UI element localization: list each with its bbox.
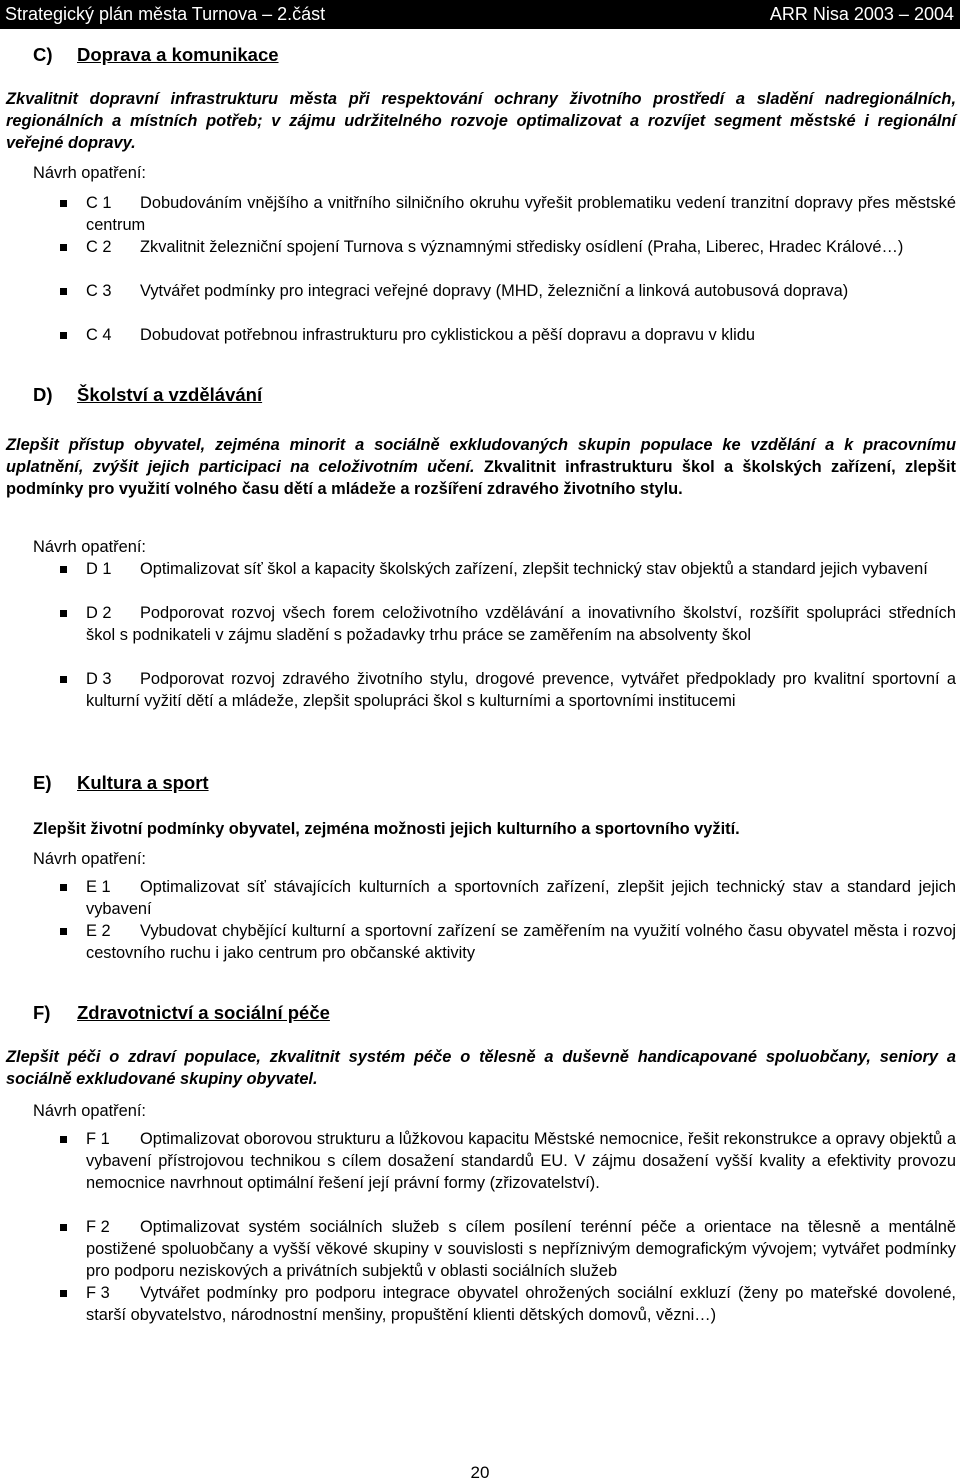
item-text: Vytvářet podmínky pro integraci veřejné dopravy (MHD, železniční a linková autobusová doprava): [140, 282, 849, 300]
item-code: E 1: [86, 878, 111, 896]
item-text: Optimalizovat síť stávajících kulturních a sportovních zařízení, zlepšit jejich technický stav a standard jejich vybavení: [86, 878, 956, 918]
navrh-label: Návrh opatření:: [33, 850, 146, 868]
header-organization: ARR Nisa 2003 – 2004: [769, 4, 954, 24]
list-item-c1: [86, 192, 956, 236]
bullet-icon: [60, 1290, 67, 1297]
item-code: D 2: [86, 604, 112, 622]
list-item-e2: [86, 920, 956, 964]
bullet-icon: [60, 1224, 67, 1231]
item-text: Optimalizovat systém sociálních služeb s cílem posílení terénní péče a orientace na tělesně a mentálně postižené spoluobčany a vyšší věkové skupiny v souvislosti s nepříznivým demografickým vývojem; vytvářet podmínky pro podporu neziskových a privátních subjektů v oblasti sociálních služeb: [86, 1218, 956, 1280]
item-code: C 2: [86, 238, 112, 256]
item-code: F 3: [86, 1284, 110, 1302]
bullet-icon: [60, 928, 67, 935]
item-code: F 2: [86, 1218, 110, 1236]
section-title-text: Doprava a komunikace: [77, 44, 279, 65]
list-item-d3: [86, 668, 956, 712]
list-item-d2: [86, 602, 956, 646]
item-text: Dobudovat potřebnou infrastrukturu pro cyklistickou a pěší dopravu a dopravu v klidu: [140, 326, 755, 344]
section-title-c: [33, 44, 279, 66]
list-item-c3: [86, 280, 956, 302]
section-letter: E): [33, 772, 52, 793]
header-document-title: Strategický plán města Turnova – 2.část: [5, 4, 326, 24]
list-item-c4: [86, 324, 956, 346]
section-letter: F): [33, 1002, 51, 1023]
bullet-icon: [60, 610, 67, 617]
section-letter: C): [33, 44, 53, 65]
page-number: 20: [470, 1463, 490, 1482]
section-goal-c: Zkvalitnit dopravní infrastrukturu města při respektování ochrany životního prostředí a sladění nadregionálních, regionálních a místních potřeb; v zájmu udržitelného rozvoje optimalizovat a rozvíjet segment městské i regionální veřejné dopravy.: [6, 90, 956, 152]
navrh-label: Návrh opatření:: [33, 1102, 146, 1120]
list-item-f1: [86, 1128, 956, 1194]
section-title-e: [33, 772, 209, 794]
page-header: [0, 0, 960, 29]
item-text: Zkvalitnit železniční spojení Turnova s významnými středisky osídlení (Praha, Liberec, Hradec Králové…): [140, 238, 904, 256]
bullet-icon: [60, 288, 67, 295]
item-text: Dobudováním vnějšího a vnitřního silničního okruhu vyřešit problematiku vedení tranzitní dopravy přes městské centrum: [86, 194, 956, 234]
list-item-f2: [86, 1216, 956, 1282]
bullet-icon: [60, 200, 67, 207]
bullet-icon: [60, 884, 67, 891]
item-text: Optimalizovat oborovou strukturu a lůžkovou kapacitu Městské nemocnice, řešit rekonstrukce a opravy objektů a vybavení přístrojovou technikou s cílem dosažení standardů EU. V zájmu dosažení vyšší kvality a efektivity provozu nemocnice navrhnout optimální řešení její právní formy (zřizovatelství).: [86, 1130, 956, 1192]
section-title-d: [33, 384, 262, 406]
bullet-icon: [60, 244, 67, 251]
navrh-label: Návrh opatření:: [33, 164, 146, 182]
section-title-text: Zdravotnictví a sociální péče: [77, 1002, 330, 1023]
item-code: D 3: [86, 670, 112, 688]
item-code: C 4: [86, 326, 112, 344]
navrh-label: Návrh opatření:: [33, 538, 146, 556]
goal-italic-part: Zlepšit přístup obyvatel, zejména minorit a sociálně exkludovaných skupin populace ke vzdělání a k pracovnímu uplatnění, zvýšit jejich participaci na celoživotním učení.: [6, 436, 956, 476]
bullet-icon: [60, 1136, 67, 1143]
list-item-f3: [86, 1282, 956, 1326]
goal-normal-part: Zkvalitnit infrastrukturu škol a školských zařízení, zlepšit podmínky pro využití volného času dětí a mládeže a rozšíření zdravého životního stylu.: [6, 458, 956, 498]
list-item-e1: [86, 876, 956, 920]
section-goal-d: [6, 434, 956, 500]
item-text: Podporovat rozvoj všech forem celoživotního vzdělávání a inovativního školství, rozšířit spolupráci středních škol s podnikateli v zájmu sladění s požadavky trhu práce se zaměřením na absolventy škol: [86, 604, 956, 644]
item-code: C 1: [86, 194, 112, 212]
item-code: F 1: [86, 1130, 110, 1148]
section-title-text: Kultura a sport: [77, 772, 209, 793]
section-letter: D): [33, 384, 53, 405]
item-text: Vytvářet podmínky pro podporu integrace obyvatel ohrožených sociální exkluzí (ženy po mateřské dovolené, starší obyvatelstvo, národnostní menšiny, propuštění klienti dětských domovů, vězni…): [86, 1284, 956, 1324]
item-code: D 1: [86, 560, 112, 578]
section-goal-e: Zlepšit životní podmínky obyvatel, zejména možnosti jejich kulturního a sportovního vyžití.: [33, 820, 740, 838]
section-goal-f: Zlepšit péči o zdraví populace, zkvalitnit systém péče o tělesně a duševně handicapované spoluobčany, seniory a sociálně exkludované skupiny obyvatel.: [6, 1048, 956, 1088]
bullet-icon: [60, 676, 67, 683]
item-code: C 3: [86, 282, 112, 300]
section-title-text: Školství a vzdělávání: [77, 384, 263, 405]
item-text: Vybudovat chybějící kulturní a sportovní zařízení se zaměřením na využití volného času obyvatel města i rozvoj cestovního ruchu i jako centrum pro občanské aktivity: [86, 922, 956, 962]
bullet-icon: [60, 566, 67, 573]
list-item-d1: [86, 558, 956, 580]
section-title-f: [33, 1002, 330, 1024]
item-text: Podporovat rozvoj zdravého životního stylu, drogové prevence, vytvářet předpoklady pro kvalitní sportovní a kulturní vyžití dětí a mládeže, zlepšit spolupráci škol s kulturními a sportovními institucemi: [86, 670, 956, 710]
bullet-icon: [60, 332, 67, 339]
item-code: E 2: [86, 922, 111, 940]
list-item-c2: [86, 236, 956, 258]
item-text: Optimalizovat síť škol a kapacity školských zařízení, zlepšit technický stav objektů a standard jejich vybavení: [140, 560, 928, 578]
